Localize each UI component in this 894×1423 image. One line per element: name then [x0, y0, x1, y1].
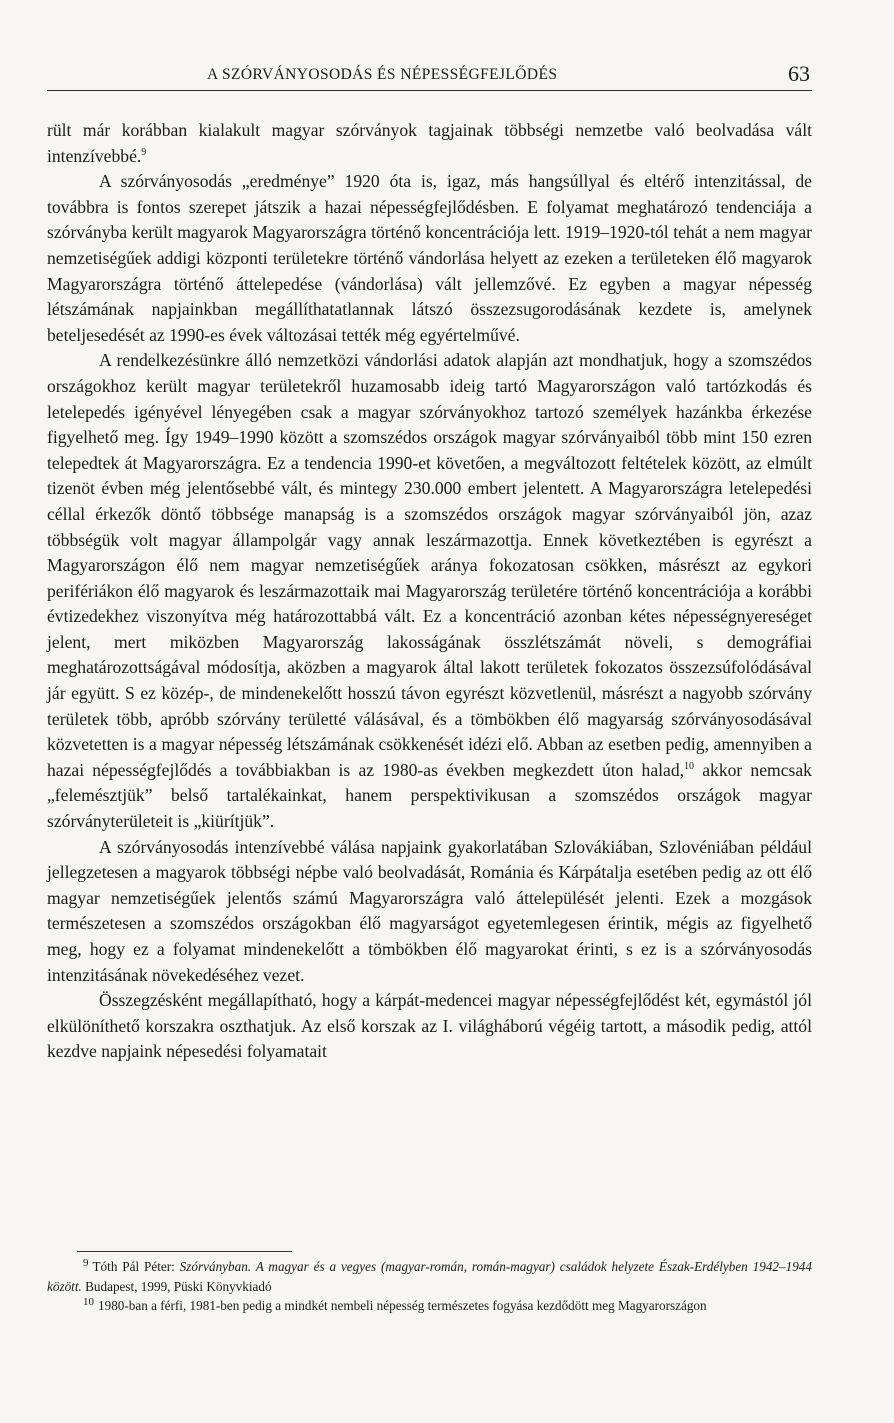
paragraph-1 — [47, 118, 812, 169]
footnote-ref-10[interactable]: 10 — [684, 760, 695, 772]
running-head — [47, 61, 812, 91]
footnote-9-publisher: Budapest, 1999, Püski Könyvkiadó — [81, 1278, 272, 1294]
paragraph-1-text: rült már korábban kialakult magyar szórványok tagjainak többségi nemzetbe való beolvadása vált intenzívebbé. — [47, 120, 812, 166]
footnote-9 — [47, 1251, 812, 1296]
body-text — [47, 118, 812, 1065]
page-number: 63 — [788, 61, 810, 86]
paragraph-2 — [47, 169, 812, 348]
footnote-9-author: Tóth Pál Péter: — [92, 1259, 180, 1274]
paragraph-3-text-continued: akkor nemcsak „felemésztjük” belső tartalékainkat, hanem perspektivikusan a szomszédos országok magyar szórványterületeit is „kiürítjük”. — [47, 759, 812, 832]
paragraph-4 — [47, 835, 812, 989]
footnote-10 — [47, 1296, 812, 1316]
footnote-rule — [77, 1251, 292, 1252]
footnote-ref-9[interactable]: 9 — [141, 146, 147, 158]
footnote-9-title: Szórványban. A magyar és a vegyes (magyar-román, román-magyar) családok helyzete Észak-Erdélyben 1942–1944 között. — [47, 1259, 812, 1294]
running-title: A SZÓRVÁNYOSODÁS ÉS NÉPESSÉGFEJLŐDÉS — [207, 66, 558, 83]
paragraph-5-text: Összegzésként megállapítható, hogy a kárpát-medencei magyar népességfejlődést két, egymástól jól elkülöníthető korszakra oszthatjuk. Az első korszak az I. világháború végéig tartott, a második pedig, attól kezdve napjaink népesedési folyamatait — [47, 990, 812, 1062]
footnote-9-number: 9 — [83, 1256, 89, 1269]
footnote-10-text: 1980-ban a férfi, 1981-ben pedig a mindkét nembeli népesség természetes fogyása kezdődött meg Magyarországon — [98, 1298, 707, 1313]
footnote-10-number: 10 — [83, 1295, 94, 1308]
paragraph-5 — [47, 988, 812, 1065]
footnotes — [47, 1251, 812, 1316]
paragraph-3-text: A rendelkezésünkre álló nemzetközi vándorlási adatok alapján azt mondhatjuk, hogy a szomszédos országokhoz került magyar területekről huzamosabb ideig tartó Magyarországon való tartózkodás és letelepedés igényével lényegében csak a magyar szórványokhoz tartozó személyek hazánkba érkezése figyelhető meg. Így 1949–1990 között a szomszédos országok magyar szórványaiból több mint 150 ezren telepedtek át Magyarországra. Ez a tendencia 1990-et követően, a megváltozott feltételek között, az elmúlt tizenöt évben még jelentősebbé vált, és mintegy 230.000 embert jelentett. A Magyarországra letelepedési céllal érkezők döntő többsége manapság is a szomszédos országok magyar szórványaiból jön, azaz többségük volt magyar állampolgár vagy annak leszármazottja. Ennek következtében is egyrészt a Magyarországon élő nem magyar nemzetiségűek aránya fokozatosan csökken, másrészt az egykori perifériákon élő magyarok és leszármazottaik mai Magyarország területére történő koncentrációja a korábbi évtizedekhez viszonyítva még határozottabbá vált. Ez a koncentráció azonban kétes népességnyereséget jelent, mert miközben Magyarország lakosságának összlétszámát növeli, s demográfiai meghatározottságával módosítja, aközben a magyarok által lakott területek fokozatos összezsúfolódásával jár együtt. S ez közép-, de mindenekelőtt hosszú távon egyrészt közvetlenül, másrészt a nagyobb szórvány területek több, apróbb szórvány területté válásával, és a tömbökben élő magyarság szórványosodásával közvetetten is a magyar népesség létszámának csökkenését idézi elő. Abban az esetben pedig, amennyiben a hazai népességfejlődés a továbbiakban is az 1980-as években megkezdett úton halad, — [47, 350, 812, 780]
paragraph-4-text: A szórványosodás intenzívebbé válása napjaink gyakorlatában Szlovákiában, Szlovéniában például jellegzetesen a magyarok többségi népbe való beolvadását, Románia és Kárpátalja esetében pedig az ott élő magyar nemzetiségűek jelentős számú Magyarországra való áttelepülését jelenti. Ezek a mozgások természetesen a szomszédos országokban élő magyarságot egyetemlegesen érintik, mégis az figyelhető meg, hogy ez a folyamat mindenekelőtt a tömbökben élő magyarokat érinti, s ez is a szórványosodás intenzitásának növekedéséhez vezet. — [47, 836, 812, 985]
paragraph-2-text: A szórványosodás „eredménye” 1920 óta is, igaz, más hangsúllyal és eltérő intenzitással, de továbbra is fontos szerepet játszik a hazai népességfejlődésben. E folyamat meghatározó tendenciája a szórványba került magyarok Magyarországra történő koncentrációja lett. 1919–1920-tól tehát a nem magyar nemzetiségűek addigi központi területekre történő vándorlása helyett az ezeken a területeken élő magyarok Magyarországra történő áttelepedése (vándorlása) vált jellemzővé. Ez egyben a magyar népesség létszámának napjainkban megállíthatatlannak látszó összezsugorodásának kezdete is, amelynek beteljesedését az 1990-es évek változásai tették még egyértelművé. — [47, 171, 812, 345]
paragraph-3 — [47, 348, 812, 834]
